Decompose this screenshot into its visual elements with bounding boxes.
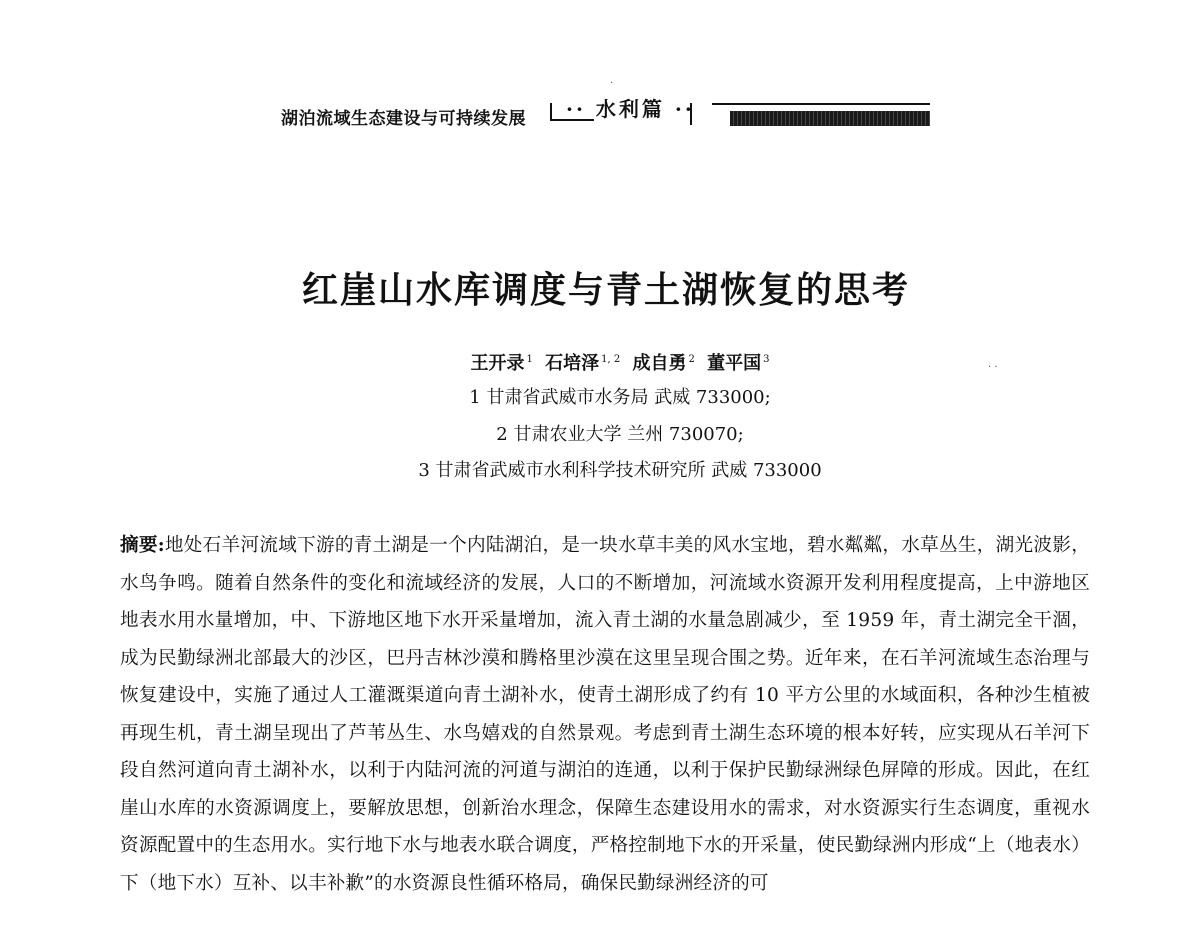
- author-list: [0, 349, 1200, 375]
- author-name: 董平国: [707, 353, 762, 374]
- header-bracket-right: [690, 103, 714, 125]
- abstract-label: 摘要:: [120, 535, 165, 556]
- article-title: 红崖山水库调度与青土湖恢复的思考: [301, 269, 910, 311]
- author-affiliation-marker: 1, 2: [601, 354, 621, 365]
- header-column-label: ·· 水利篇 ··: [566, 97, 695, 121]
- author-name: 成自勇: [632, 353, 687, 374]
- scan-speck: ·: [610, 78, 614, 89]
- abstract: [120, 527, 1090, 902]
- affiliation: 2 甘肃农业大学 兰州 730070;: [496, 424, 744, 445]
- author-affiliation-marker: 2: [688, 354, 695, 365]
- abstract-text: 地处石羊河流域下游的青土湖是一个内陆湖泊，是一块水草丰美的风水宝地，碧水粼粼，水草丛生，湖光波影，水鸟争鸣。随着自然条件的变化和流域经济的发展，人口的不断增加，河流域水资源开发利用程度提高，上中游地区地表水用水量增加，中、下游地区地下水开采量增加，流入青土湖的水量急剧减少，至 1959 年，青土湖完全干涸，成为民勤绿洲北部最大的沙区，巴丹吉林沙漠和腾格里沙漠在这里呈现合围之势。近年来，在石羊河流域生态治理与恢复建设中，实施了通过人工灌溉渠道向青土湖补水，使青土湖形成了约有 10 平方公里的水域面积，各种沙生植被再现生机，青土湖呈现出了芦苇丛生、水鸟嬉戏的自然景观。考虑到青土湖生态环境的根本好转，应实现从石羊河下段自然河道向青土湖补水，以利于内陆河流的河道与湖泊的连通，以利于保护民勤绿洲绿色屏障的形成。因此，在红崖山水库的水资源调度上，要解放思想，创新治水理念，保障生态建设用水的需求，对水资源实行生态调度，重视水资源配置中的生态用水。实行地下水与地表水联合调度，严格控制地下水的开采量，使民勤绿洲内形成“上（地表水）下（地下水）互补、以丰补歉”的水资源良性循环格局，确保民勤绿洲经济的可: [120, 535, 1090, 894]
- affiliation: 3 甘肃省武威市水利科学技术研究所 武威 733000: [418, 460, 822, 481]
- header-decorative-bar: [730, 111, 930, 126]
- header-rule: [712, 103, 930, 105]
- author-affiliation-marker: 1: [526, 354, 533, 365]
- header-section-title: 湖泊流域生态建设与可持续发展: [281, 109, 526, 129]
- affiliation: 1 甘肃省武威市水务局 武威 733000;: [469, 387, 771, 408]
- author-name: 王开录: [470, 353, 525, 374]
- author-affiliation-marker: 3: [763, 354, 770, 365]
- scan-speck: · ·: [988, 362, 998, 373]
- author-name: 石培泽: [545, 353, 600, 374]
